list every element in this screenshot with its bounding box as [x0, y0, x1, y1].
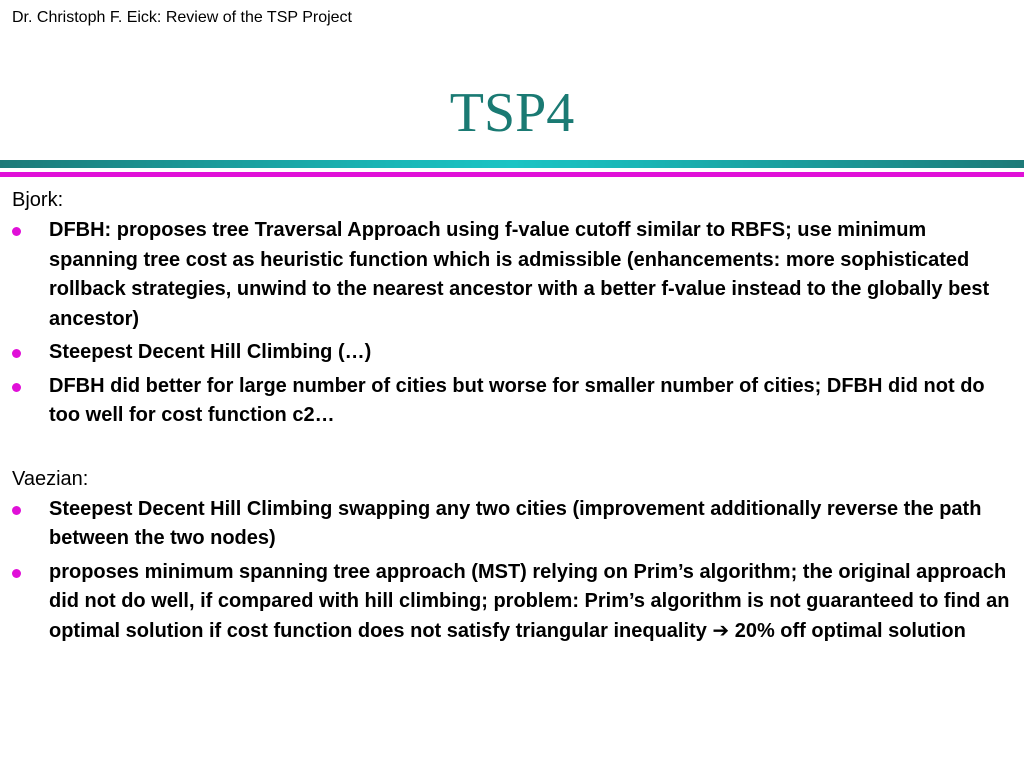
bullet-item: [12, 495, 1012, 554]
bullet-dot-icon: [12, 506, 21, 515]
bullet-item: [12, 338, 1012, 368]
teal-divider: [0, 160, 1024, 168]
bullet-item: [12, 216, 1012, 334]
right-arrow-icon: ➔: [712, 619, 730, 642]
section-label-bjork: Bjork:: [12, 189, 64, 211]
bullet-item: [12, 558, 1012, 647]
bullet-dot-icon: [12, 227, 21, 236]
bullet-text-tail: 20% off optimal solution: [734, 619, 966, 642]
bullet-list-bjork: [12, 216, 1012, 431]
bullet-text: DFBH did better for large number of cities but worse for smaller number of cities; DFBH did not do too well for cost function c2…: [49, 374, 985, 426]
bullet-item: [12, 372, 1012, 431]
slide-header: Dr. Christoph F. Eick: Review of the TSP Project: [12, 9, 352, 26]
slide-body: [12, 186, 1012, 650]
bullet-text: DFBH: proposes tree Traversal Approach using f-value cutoff similar to RBFS; use minimum spanning tree cost as heuristic function which is admissible (enhancements: more sophisticated rollback strategies, unwind to the nearest ancestor with a better f-value instead to the globally best ancestor): [49, 219, 990, 330]
slide-title: TSP4: [449, 82, 575, 144]
bullet-text: proposes minimum spanning tree approach (MST) relying on Prim’s algorithm; the original approach did not do well, if compared with hill climbing; problem: Prim’s algorithm is not guaranteed to find an optimal solution if cost function does not satisfy triangular inequality: [49, 560, 1010, 642]
bullet-text: Steepest Decent Hill Climbing swapping any two cities (improvement additionally reverse the path between the two nodes): [49, 497, 982, 549]
bullet-list-vaezian: [12, 495, 1012, 647]
section-spacer: [12, 435, 1012, 465]
bullet-text: Steepest Decent Hill Climbing (…): [49, 341, 372, 363]
bullet-dot-icon: [12, 569, 21, 578]
bullet-dot-icon: [12, 383, 21, 392]
magenta-divider: [0, 172, 1024, 177]
bullet-dot-icon: [12, 349, 21, 358]
section-label-vaezian: Vaezian:: [12, 467, 89, 490]
